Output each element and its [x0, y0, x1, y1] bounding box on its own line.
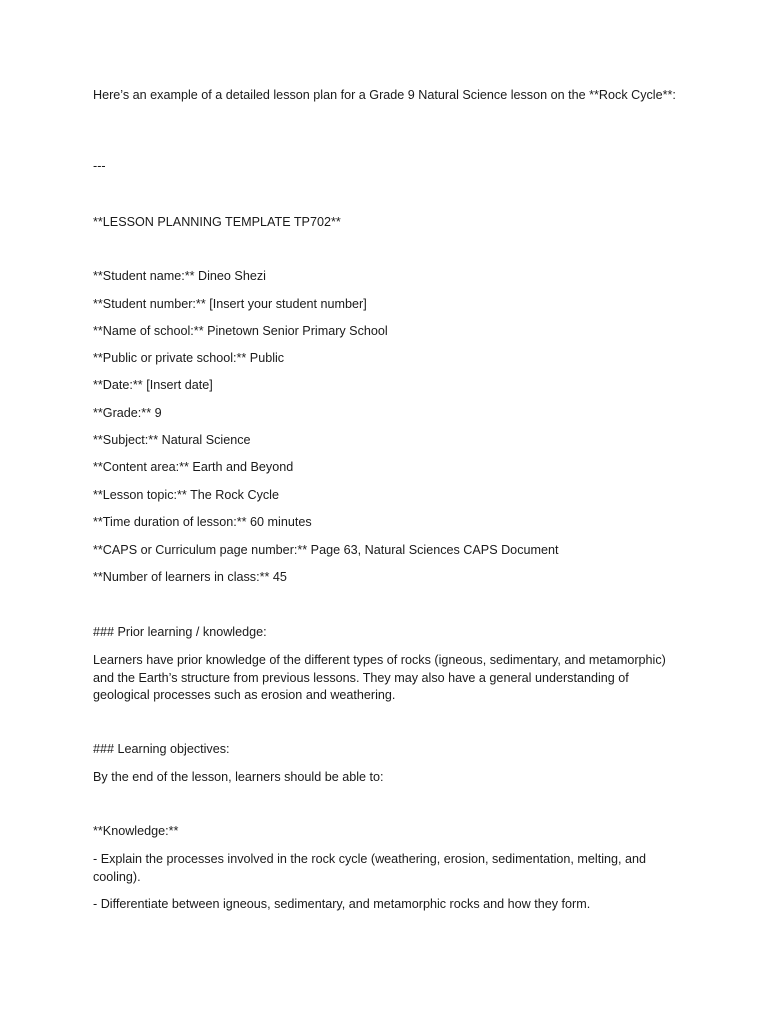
field-school-type: **Public or private school:** Public	[93, 351, 285, 365]
knowledge-item: - Explain the processes involved in the rock cycle (weathering, erosion, sedimentation, melting, and cooling).	[93, 852, 647, 884]
field-student-name: **Student name:** Dineo Shezi	[93, 269, 266, 283]
learning-objectives-heading: ### Learning objectives:	[93, 742, 230, 756]
field-number-of-learners: **Number of learners in class:** 45	[93, 570, 287, 584]
prior-learning-heading: ### Prior learning / knowledge:	[93, 625, 267, 639]
field-content-area: **Content area:** Earth and Beyond	[93, 460, 294, 474]
field-caps-page: **CAPS or Curriculum page number:** Page 63, Natural Sciences CAPS Document	[93, 543, 559, 557]
intro-paragraph: Here’s an example of a detailed lesson plan for a Grade 9 Natural Science lesson on the **Rock Cycle**:	[93, 88, 676, 102]
field-student-number: **Student number:** [Insert your student number]	[93, 297, 367, 311]
field-school-name: **Name of school:** Pinetown Senior Primary School	[93, 324, 388, 338]
separator-line: ---	[93, 159, 106, 173]
field-subject: **Subject:** Natural Science	[93, 433, 251, 447]
knowledge-item: - Differentiate between igneous, sedimentary, and metamorphic rocks and how they form.	[93, 897, 591, 911]
field-date: **Date:** [Insert date]	[93, 378, 213, 392]
field-grade: **Grade:** 9	[93, 406, 162, 420]
field-lesson-topic: **Lesson topic:** The Rock Cycle	[93, 488, 279, 502]
knowledge-heading: **Knowledge:**	[93, 824, 179, 838]
prior-learning-paragraph: Learners have prior knowledge of the different types of rocks (igneous, sedimentary, and metamorphic) and the Earth’s structure from previous lessons. They may also have a general understanding of geological processes such as erosion and weathering.	[93, 653, 666, 702]
learning-objectives-intro: By the end of the lesson, learners should be able to:	[93, 770, 384, 784]
template-title: **LESSON PLANNING TEMPLATE TP702**	[93, 215, 341, 229]
field-time-duration: **Time duration of lesson:** 60 minutes	[93, 515, 312, 529]
